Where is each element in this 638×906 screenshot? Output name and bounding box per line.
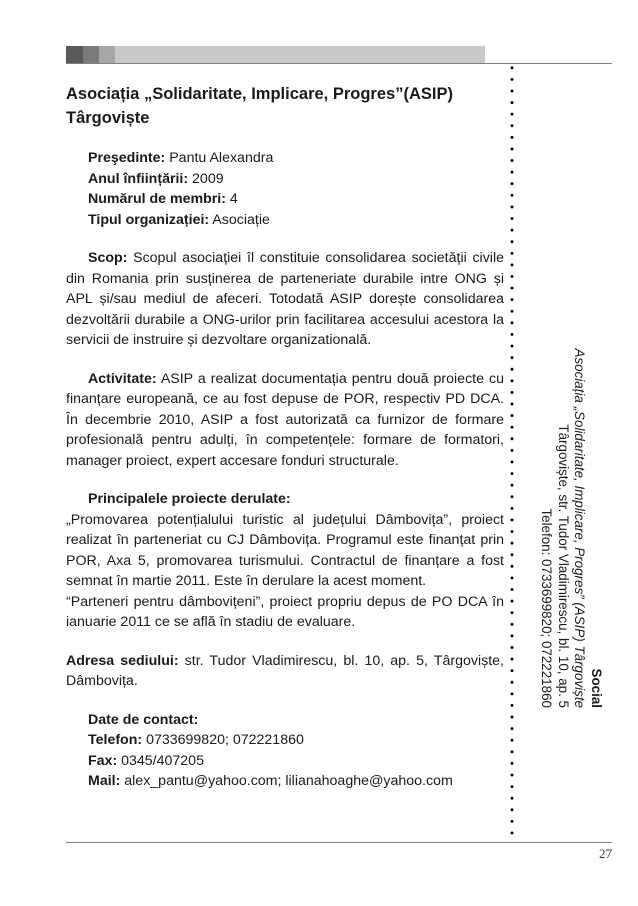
adresa-paragraph	[66, 651, 504, 692]
info-block	[66, 148, 504, 230]
membri-value: 4	[225, 191, 238, 207]
scop-paragraph	[66, 248, 504, 351]
header-block-3	[99, 46, 115, 63]
activitate-text: ASIP a realizat documentația pentru două proiecte cu finanțare europeană, ce au fost depuse de POR, respectiv PD DCA. În decembrie 2010, ASIP a fost autorizată ca furnizor de formare profesională pentru adulți, în competențele: formare de formatori, manager proiect, expert accesare fonduri structurale.	[66, 370, 504, 469]
tip-line	[88, 210, 504, 231]
fax-line	[88, 751, 504, 772]
sidebar-phone: Telefon: 0733699820; 072221860	[539, 508, 555, 708]
header-block-2	[83, 46, 99, 63]
fax-value: 0345/407205	[117, 752, 204, 769]
proiecte-heading: Principalele proiecte derulate:	[88, 491, 291, 507]
an-label: Anul înființării:	[88, 170, 189, 187]
telefon-label: Telefon:	[88, 732, 143, 748]
bottom-rule	[66, 842, 612, 843]
top-rule	[66, 63, 612, 64]
header-decoration	[66, 46, 612, 63]
tip-label: Tipul organizației:	[88, 211, 210, 228]
mail-label: Mail:	[88, 773, 121, 789]
membri-line	[88, 189, 504, 210]
adresa-label: Adresa sediului:	[66, 652, 179, 669]
activitate-label: Activitate:	[88, 370, 157, 387]
main-content	[66, 82, 504, 792]
proiect-1: „Promovarea potențialului turistic al județului Dâmbovița”, proiect realizat în parteneriat cu CJ Dâmbovița. Programul este finanțat prin POR, Axa 5, promovarea turismului. Contractul de finanțare a fost semnat în martie 2011. Este în derulare la acest moment.	[66, 511, 504, 589]
tip-value: Asociație	[209, 211, 270, 228]
membri-label: Numărul de membri:	[88, 191, 226, 207]
header-block-4	[115, 46, 485, 63]
proiect-2: “Parteneri pentru dâmbovițeni”, proiect propriu depus de PO DCA în ianuarie 2011 ce se află în stadiu de evaluare.	[66, 593, 504, 630]
sidebar-category: Social	[589, 668, 604, 708]
mail-line	[88, 771, 504, 792]
presedinte-label: Preşedinte:	[88, 150, 166, 166]
scop-label: Scop:	[88, 250, 128, 266]
sidebar-org: Asociația „Solidaritate, Implicare, Progres” (ASIP) Târgoviște	[572, 348, 588, 708]
telefon-line	[88, 730, 504, 751]
proiecte-heading-wrap	[66, 489, 504, 510]
telefon-value: 0733699820; 072221860	[142, 732, 304, 748]
an-value: 2009	[188, 170, 224, 187]
mail-value[interactable]: alex_pantu@yahoo.com; lilianahoaghe@yahoo.com	[120, 773, 453, 789]
dotted-divider	[509, 62, 515, 842]
page-title: Asociația „Solidaritate, Implicare, Progres”(ASIP) Târgoviște	[66, 85, 453, 127]
activitate-paragraph	[66, 369, 504, 472]
fax-label: Fax:	[88, 752, 118, 769]
an-line	[88, 169, 504, 190]
scop-text: Scopul asociației îl constituie consolidarea societății civile din Romania prin susținerea de parteneriate durabile intre ONG și APL și/sau mediul de afeceri. Totodată ASIP dorește consolidarea dezvoltării durabile a ONG-urilor prin facilitarea accesului acestora la servicii de instruire și dezvoltare organizatională.	[66, 250, 504, 348]
presedinte-line	[88, 148, 504, 169]
sidebar-address: Târgoviște, str. Tudor Vladimirescu, bl. 10, ap. 5	[556, 424, 571, 708]
page-number: 27	[599, 846, 612, 861]
contact-heading: Date de contact:	[88, 711, 199, 728]
header-block-1	[66, 46, 83, 63]
contact-block	[66, 710, 504, 792]
presedinte-value: Pantu Alexandra	[165, 150, 274, 166]
adresa-text: str. Tudor Vladimirescu, bl. 10, ap. 5, Târgoviște, Dâmbovița.	[66, 652, 504, 689]
sidebar	[524, 68, 604, 708]
